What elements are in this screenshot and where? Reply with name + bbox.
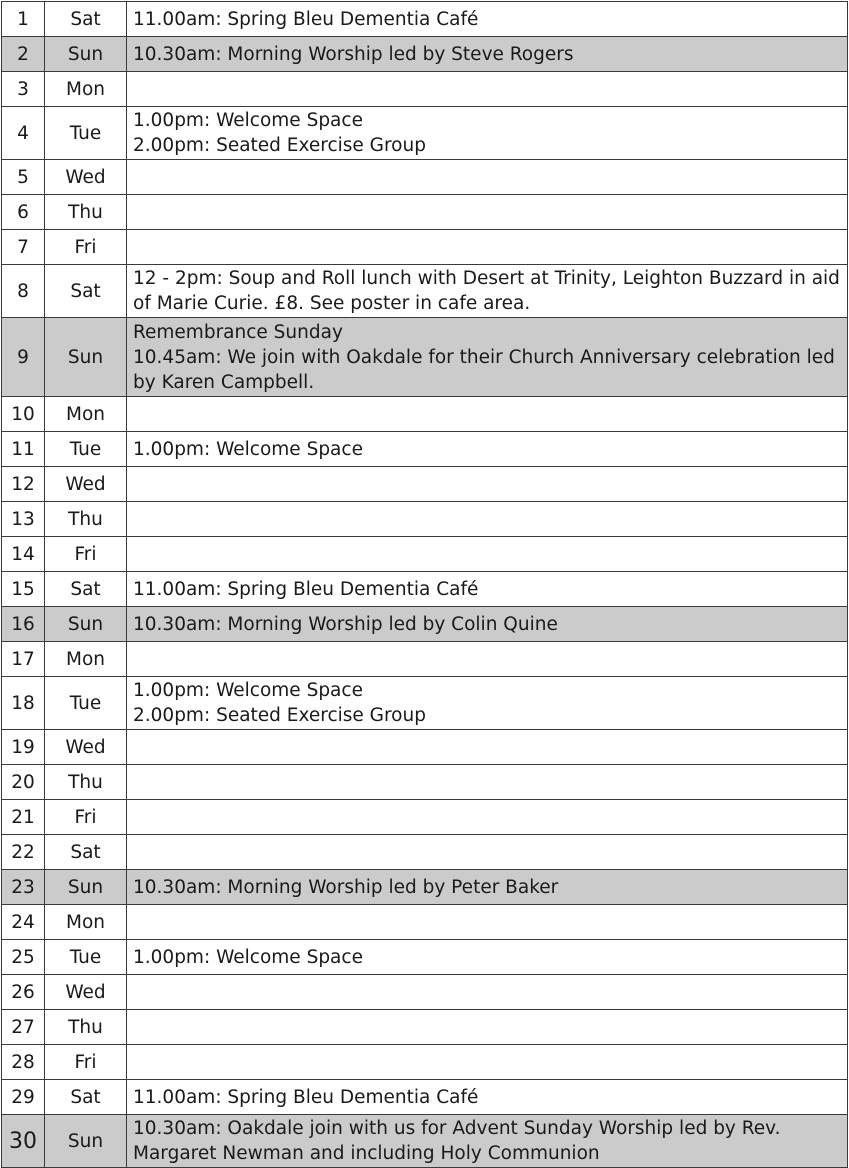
event-text xyxy=(127,230,848,265)
event-text xyxy=(127,397,848,432)
weekday: Wed xyxy=(45,160,127,195)
weekday: Fri xyxy=(45,1045,127,1080)
date-number: 22 xyxy=(2,835,45,870)
event-text xyxy=(127,160,848,195)
date-number: 5 xyxy=(2,160,45,195)
event-text xyxy=(127,642,848,677)
event-text xyxy=(127,467,848,502)
date-number: 13 xyxy=(2,502,45,537)
date-number: 11 xyxy=(2,432,45,467)
date-number: 10 xyxy=(2,397,45,432)
calendar-row xyxy=(2,870,848,905)
calendar-row xyxy=(2,230,848,265)
calendar-row xyxy=(2,160,848,195)
weekday: Tue xyxy=(45,940,127,975)
weekday: Tue xyxy=(45,432,127,467)
date-number: 24 xyxy=(2,905,45,940)
date-number: 29 xyxy=(2,1080,45,1115)
date-number: 18 xyxy=(2,677,45,730)
calendar-table xyxy=(1,1,848,1168)
calendar-row xyxy=(2,1010,848,1045)
event-text: Remembrance Sunday 10.45am: We join with Oakdale for their Church Anniversary celebration led by Karen Campbell. xyxy=(127,318,848,397)
event-text: 12 - 2pm: Soup and Roll lunch with Desert at Trinity, Leighton Buzzard in aid of Marie Curie. £8. See poster in cafe area. xyxy=(127,265,848,318)
event-text xyxy=(127,835,848,870)
weekday: Sun xyxy=(45,1115,127,1168)
calendar-row xyxy=(2,940,848,975)
event-text xyxy=(127,975,848,1010)
event-text: 10.30am: Morning Worship led by Peter Baker xyxy=(127,870,848,905)
date-number: 21 xyxy=(2,800,45,835)
date-number: 30 xyxy=(2,1115,45,1168)
weekday: Thu xyxy=(45,502,127,537)
weekday: Sun xyxy=(45,318,127,397)
weekday: Fri xyxy=(45,230,127,265)
event-text: 1.00pm: Welcome Space 2.00pm: Seated Exercise Group xyxy=(127,107,848,160)
date-number: 4 xyxy=(2,107,45,160)
date-number: 16 xyxy=(2,607,45,642)
weekday: Wed xyxy=(45,467,127,502)
weekday: Sun xyxy=(45,607,127,642)
event-text xyxy=(127,765,848,800)
weekday: Mon xyxy=(45,72,127,107)
calendar-row xyxy=(2,765,848,800)
event-text: 11.00am: Spring Bleu Dementia Café xyxy=(127,572,848,607)
calendar-row xyxy=(2,1115,848,1168)
event-text xyxy=(127,800,848,835)
date-number: 28 xyxy=(2,1045,45,1080)
date-number: 9 xyxy=(2,318,45,397)
weekday: Sat xyxy=(45,2,127,37)
weekday: Thu xyxy=(45,765,127,800)
event-text: 11.00am: Spring Bleu Dementia Café xyxy=(127,1080,848,1115)
weekday: Mon xyxy=(45,905,127,940)
event-text: 1.00pm: Welcome Space 2.00pm: Seated Exercise Group xyxy=(127,677,848,730)
calendar-row xyxy=(2,730,848,765)
event-text xyxy=(127,730,848,765)
date-number: 7 xyxy=(2,230,45,265)
calendar-row xyxy=(2,265,848,318)
event-text: 11.00am: Spring Bleu Dementia Café xyxy=(127,2,848,37)
calendar-row xyxy=(2,905,848,940)
calendar-row xyxy=(2,2,848,37)
date-number: 26 xyxy=(2,975,45,1010)
event-text: 10.30am: Oakdale join with us for Advent Sunday Worship led by Rev. Margaret Newman and including Holy Communion xyxy=(127,1115,848,1168)
event-text xyxy=(127,502,848,537)
weekday: Wed xyxy=(45,730,127,765)
calendar-row xyxy=(2,107,848,160)
event-text xyxy=(127,905,848,940)
weekday: Fri xyxy=(45,537,127,572)
calendar-row xyxy=(2,195,848,230)
date-number: 8 xyxy=(2,265,45,318)
date-number: 19 xyxy=(2,730,45,765)
weekday: Mon xyxy=(45,642,127,677)
calendar-row xyxy=(2,1045,848,1080)
event-text: 1.00pm: Welcome Space xyxy=(127,940,848,975)
weekday: Thu xyxy=(45,195,127,230)
date-number: 2 xyxy=(2,37,45,72)
calendar-row xyxy=(2,1080,848,1115)
calendar-row xyxy=(2,572,848,607)
date-number: 14 xyxy=(2,537,45,572)
calendar-row xyxy=(2,397,848,432)
date-number: 1 xyxy=(2,2,45,37)
calendar-row xyxy=(2,607,848,642)
date-number: 23 xyxy=(2,870,45,905)
calendar-row xyxy=(2,72,848,107)
event-text: 10.30am: Morning Worship led by Steve Rogers xyxy=(127,37,848,72)
date-number: 15 xyxy=(2,572,45,607)
date-number: 17 xyxy=(2,642,45,677)
date-number: 6 xyxy=(2,195,45,230)
weekday: Sat xyxy=(45,1080,127,1115)
weekday: Sat xyxy=(45,572,127,607)
calendar-body xyxy=(2,2,848,1168)
calendar-row xyxy=(2,37,848,72)
weekday: Mon xyxy=(45,397,127,432)
date-number: 27 xyxy=(2,1010,45,1045)
calendar-row xyxy=(2,642,848,677)
event-text xyxy=(127,195,848,230)
weekday: Sat xyxy=(45,835,127,870)
weekday: Tue xyxy=(45,107,127,160)
calendar-row xyxy=(2,537,848,572)
calendar-row xyxy=(2,502,848,537)
calendar-row xyxy=(2,677,848,730)
event-text xyxy=(127,1010,848,1045)
event-text: 10.30am: Morning Worship led by Colin Quine xyxy=(127,607,848,642)
event-text: 1.00pm: Welcome Space xyxy=(127,432,848,467)
calendar-row xyxy=(2,835,848,870)
weekday: Sun xyxy=(45,37,127,72)
weekday: Tue xyxy=(45,677,127,730)
date-number: 20 xyxy=(2,765,45,800)
weekday: Sat xyxy=(45,265,127,318)
event-text xyxy=(127,1045,848,1080)
weekday: Wed xyxy=(45,975,127,1010)
calendar-row xyxy=(2,318,848,397)
calendar-row xyxy=(2,432,848,467)
event-text xyxy=(127,72,848,107)
weekday: Thu xyxy=(45,1010,127,1045)
date-number: 25 xyxy=(2,940,45,975)
event-text xyxy=(127,537,848,572)
date-number: 12 xyxy=(2,467,45,502)
weekday: Sun xyxy=(45,870,127,905)
weekday: Fri xyxy=(45,800,127,835)
date-number: 3 xyxy=(2,72,45,107)
calendar-row xyxy=(2,800,848,835)
calendar-row xyxy=(2,467,848,502)
calendar-row xyxy=(2,975,848,1010)
